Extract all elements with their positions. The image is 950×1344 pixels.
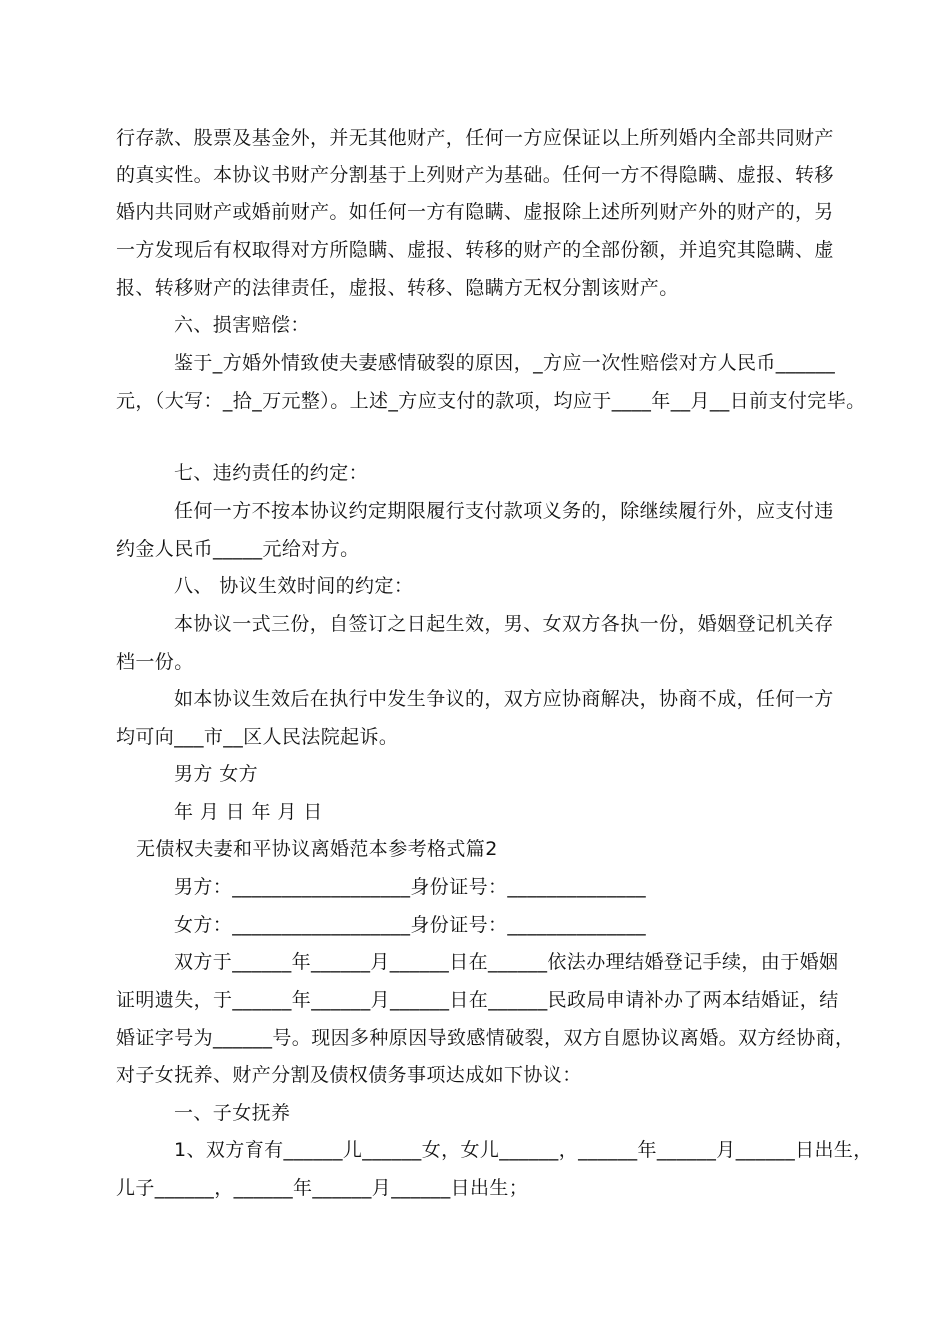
section-heading-effective: 八、 协议生效时间的约定： bbox=[174, 575, 414, 597]
paragraph-line: 鉴于_方婚外情致使夫妻感情破裂的原因，_方应一次性赔偿对方人民币______ bbox=[174, 352, 836, 374]
paragraph-line: 对子女抚养、财产分割及债权债务事项达成如下协议： bbox=[116, 1064, 582, 1086]
signature-parties: 男方 女方 bbox=[174, 763, 259, 785]
section-heading-children: 一、子女抚养 bbox=[174, 1102, 291, 1124]
paragraph-line: 的真实性。本协议书财产分割基于上列财产为基础。任何一方不得隐瞒、虚报、转移 bbox=[116, 164, 834, 186]
section-title: 无债权夫妻和平协议离婚范本参考格式篇2 bbox=[136, 838, 498, 860]
paragraph-line: 任何一方不按本协议约定期限履行支付款项义务的，除继续履行外，应支付违 bbox=[174, 500, 834, 522]
paragraph-line: 婚内共同财产或婚前财产。如任何一方有隐瞒、虚报除上述所列财产外的财产的，另 bbox=[116, 201, 834, 223]
paragraph-line: 一方发现后有权取得对方所隐瞒、虚报、转移的财产的全部份额，并追究其隐瞒、虚 bbox=[116, 239, 834, 261]
paragraph-line: 本协议一式三份，自签订之日起生效，男、女双方各执一份，婚姻登记机关存 bbox=[174, 613, 834, 635]
paragraph-line: 1、双方育有______儿______女，女儿______，______年______月______日出生， bbox=[174, 1139, 873, 1161]
section-heading-breach: 七、违约责任的约定： bbox=[174, 462, 369, 484]
section-heading-damages: 六、损害赔偿： bbox=[174, 314, 310, 336]
party-male-field: 男方：__________________身份证号：______________ bbox=[174, 876, 647, 898]
paragraph-line: 证明遗失，于______年______月______日在______民政局申请补办了两本结婚证，结 bbox=[116, 989, 839, 1011]
paragraph-line: 如本协议生效后在执行中发生争议的，双方应协商解决，协商不成，任何一方 bbox=[174, 688, 834, 710]
party-female-field: 女方：__________________身份证号：______________ bbox=[174, 914, 647, 936]
paragraph-line: 儿子______，______年______月______日出生； bbox=[116, 1177, 529, 1199]
paragraph-line: 婚证字号为______号。现因多种原因导致感情破裂，双方自愿协议离婚。双方经协商， bbox=[116, 1027, 855, 1049]
paragraph-line: 均可向___市__区人民法院起诉。 bbox=[116, 726, 399, 748]
paragraph-line: 元，（大写：_拾_万元整）。上述_方应支付的款项，均应于____年__月__日前支付完毕。 bbox=[116, 390, 866, 412]
paragraph-line: 报、转移财产的法律责任，虚报、转移、隐瞒方无权分割该财产。 bbox=[116, 277, 679, 299]
paragraph-line: 约金人民币_____元给对方。 bbox=[116, 538, 360, 560]
signature-dates: 年 月 日 年 月 日 bbox=[174, 801, 323, 823]
paragraph-line: 行存款、股票及基金外，并无其他财产，任何一方应保证以上所列婚内全部共同财产 bbox=[116, 127, 834, 149]
paragraph-line: 双方于______年______月______日在______依法办理结婚登记手续，由于婚姻 bbox=[174, 951, 839, 973]
paragraph-line: 档一份。 bbox=[116, 651, 194, 673]
